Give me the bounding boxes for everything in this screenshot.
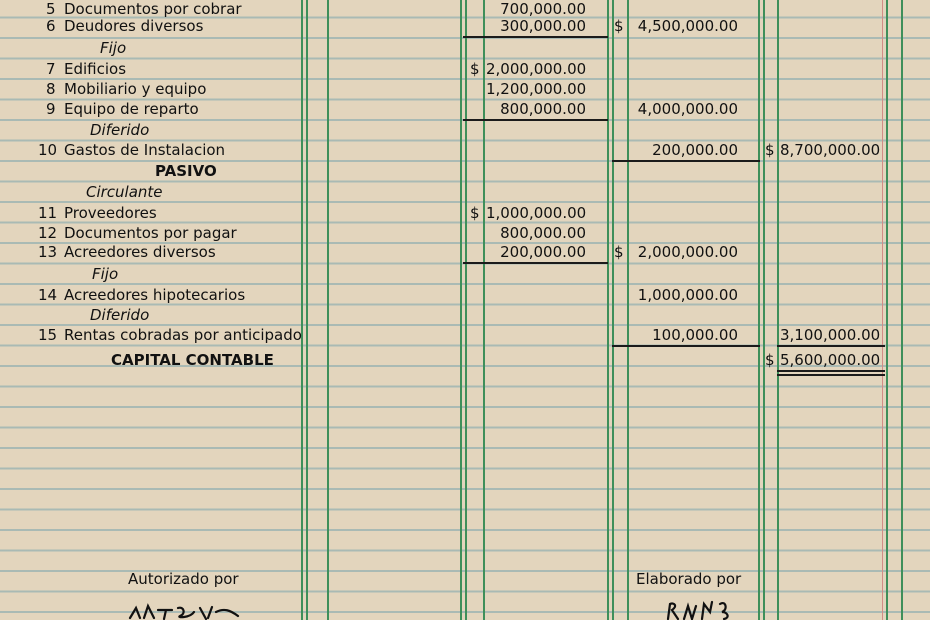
amount-col1: 1,000,000.00: [486, 204, 587, 222]
section-heading: PASIVO: [155, 162, 217, 180]
amount-col2: 100,000.00: [652, 326, 738, 344]
column-rule: [306, 0, 308, 620]
account-label: Edificios: [64, 60, 127, 78]
section-label: Diferido: [90, 121, 150, 139]
column-rule: [763, 0, 765, 620]
amount-col2: 200,000.00: [652, 141, 738, 159]
amount-col3: 3,100,000.00: [780, 326, 881, 344]
column-rule: [460, 0, 462, 620]
account-label: Deudores diversos: [64, 17, 204, 35]
account-label: Acreedores hipotecarios: [64, 286, 246, 304]
subtotal-rule: [463, 36, 608, 38]
authorized-signature: [128, 600, 248, 620]
account-label: Rentas cobradas por anticipado: [64, 326, 302, 344]
margin-rule: [882, 0, 883, 620]
currency-symbol: $: [614, 17, 624, 35]
section-label: Circulante: [86, 183, 163, 201]
account-label: Gastos de Instalacion: [64, 141, 226, 159]
column-rule: [777, 0, 779, 620]
row-number: 15: [38, 326, 58, 344]
column-rule: [627, 0, 629, 620]
subtotal-rule: [777, 345, 885, 347]
amount-col1: 800,000.00: [500, 100, 586, 118]
account-label: Documentos por cobrar: [64, 0, 242, 18]
column-rule: [607, 0, 609, 620]
amount-col1: 700,000.00: [500, 0, 586, 18]
account-label: Proveedores: [64, 204, 157, 222]
amount-col1: 800,000.00: [500, 224, 586, 242]
authorized-label: Autorizado por: [128, 570, 239, 588]
amount-col1: 1,200,000.00: [486, 80, 587, 98]
prepared-label: Elaborado por: [636, 570, 742, 588]
column-rule: [327, 0, 329, 620]
column-rule: [612, 0, 614, 620]
column-rule: [483, 0, 485, 620]
row-number: 14: [38, 286, 58, 304]
total-double-rule: [777, 374, 885, 376]
account-label: Equipo de reparto: [64, 100, 199, 118]
section-label: Fijo: [92, 265, 119, 283]
column-rule: [886, 0, 888, 620]
column-rule: [758, 0, 760, 620]
amount-col1: 200,000.00: [500, 243, 586, 261]
section-label: Diferido: [90, 306, 150, 324]
row-number: 11: [38, 204, 58, 222]
amount-col1: 2,000,000.00: [486, 60, 587, 78]
currency-symbol: $: [765, 351, 775, 369]
account-label: Mobiliario y equipo: [64, 80, 207, 98]
currency-symbol: $: [470, 204, 480, 222]
subtotal-rule: [463, 262, 608, 264]
section-label: Fijo: [100, 39, 127, 57]
row-number: 9: [46, 100, 56, 118]
account-label: Acreedores diversos: [64, 243, 216, 261]
currency-symbol: $: [614, 243, 624, 261]
subtotal-rule: [612, 160, 760, 162]
row-number: 12: [38, 224, 58, 242]
amount-col2: 2,000,000.00: [637, 243, 738, 261]
row-number: 5: [46, 0, 56, 18]
amount-col1: 300,000.00: [500, 17, 586, 35]
prepared-signature: [664, 598, 744, 620]
amount-col2: 1,000,000.00: [637, 286, 738, 304]
row-number: 7: [46, 60, 56, 78]
currency-symbol: $: [765, 141, 775, 159]
column-rule: [301, 0, 303, 620]
column-rule: [901, 0, 903, 620]
total-amount: 5,600,000.00: [780, 351, 881, 369]
subtotal-rule: [463, 119, 608, 121]
row-number: 6: [46, 17, 56, 35]
total-double-rule: [777, 370, 885, 372]
currency-symbol: $: [470, 60, 480, 78]
row-number: 13: [38, 243, 58, 261]
section-heading: CAPITAL CONTABLE: [111, 351, 274, 369]
amount-col2: 4,000,000.00: [637, 100, 738, 118]
row-number: 10: [38, 141, 58, 159]
amount-col2: 4,500,000.00: [637, 17, 738, 35]
account-label: Documentos por pagar: [64, 224, 237, 242]
amount-col3: 8,700,000.00: [780, 141, 881, 159]
column-rule: [465, 0, 467, 620]
subtotal-rule: [612, 345, 760, 347]
row-number: 8: [46, 80, 56, 98]
